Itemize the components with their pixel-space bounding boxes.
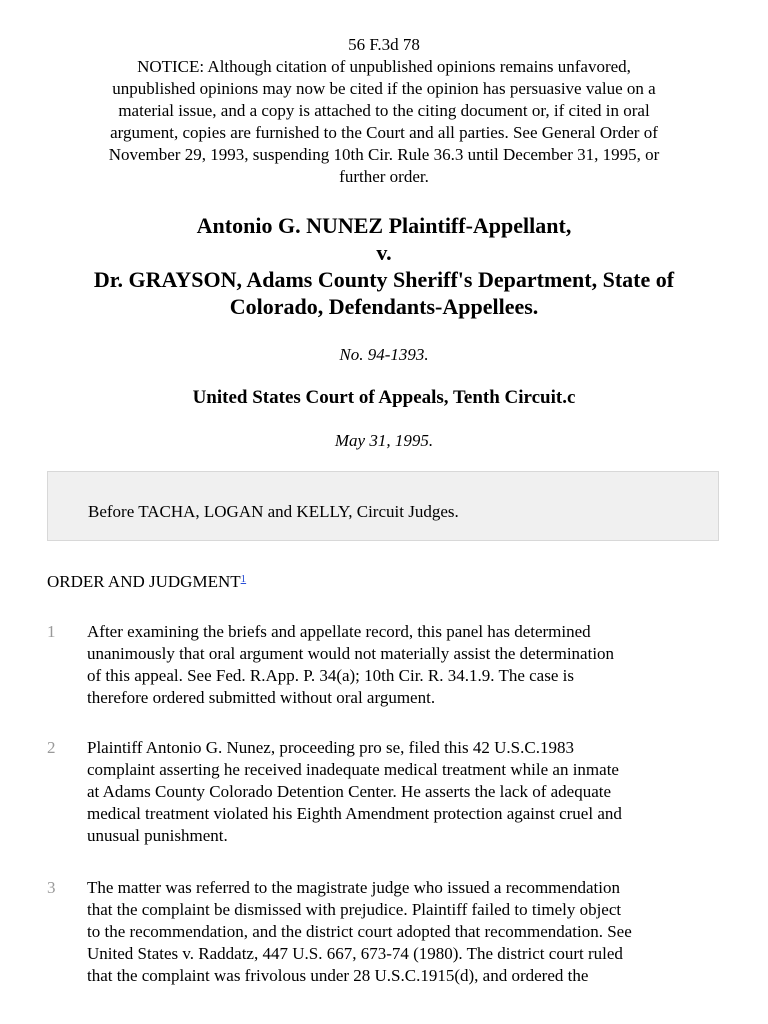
paragraph-line: unusual punishment. (87, 826, 228, 845)
paragraph-line: therefore ordered submitted without oral argument. (87, 688, 436, 707)
notice-line: unpublished opinions may now be cited if the opinion has persuasive value on a (112, 79, 656, 98)
paragraph-text (87, 877, 727, 987)
paragraph-line: that the complaint be dismissed with prejudice. Plaintiff failed to timely object (87, 900, 622, 919)
panel-judges: Before TACHA, LOGAN and KELLY, Circuit Judges. (88, 502, 459, 521)
paragraph-line: unanimously that oral argument would not materially assist the determination (87, 644, 615, 663)
docket-number: No. 94-1393. (339, 345, 429, 364)
notice-line: further order. (339, 167, 429, 186)
paragraph-line: of this appeal. See Fed. R.App. P. 34(a); 10th Cir. R. 34.1.9. The case is (87, 666, 574, 685)
paragraph-line: at Adams County Colorado Detention Center. He asserts the lack of adequate (87, 782, 612, 801)
paragraph-line: that the complaint was frivolous under 28 U.S.C.1915(d), and ordered the (87, 966, 589, 985)
notice-line: material issue, and a copy is attached to the citing document or, if cited in oral (118, 101, 650, 120)
paragraph-number: 2 (47, 738, 56, 757)
paragraph-line: to the recommendation, and the district court adopted that recommendation. See (87, 922, 632, 941)
paragraph-line: United States v. Raddatz, 447 U.S. 667, 673-74 (1980). The district court ruled (87, 944, 623, 963)
case-title-line: Antonio G. NUNEZ Plaintiff-Appellant, (196, 213, 572, 238)
court-name: United States Court of Appeals, Tenth Circuit.c (192, 387, 576, 408)
paragraph-text (87, 621, 727, 709)
case-title-line: v. (376, 240, 392, 265)
paragraph-number: 3 (47, 878, 56, 897)
case-title-line: Dr. GRAYSON, Adams County Sheriff's Department, State of (93, 267, 675, 292)
footnote-link[interactable]: 1 (240, 573, 247, 585)
case-title-line: Colorado, Defendants-Appellees. (229, 294, 539, 319)
paragraph-line: Plaintiff Antonio G. Nunez, proceeding pro se, filed this 42 U.S.C.1983 (87, 738, 574, 757)
paragraph-line: complaint asserting he received inadequate medical treatment while an inmate (87, 760, 619, 779)
order-heading (47, 571, 246, 593)
paragraph-number: 1 (47, 622, 56, 641)
decision-date: May 31, 1995. (334, 431, 434, 450)
notice-line: November 29, 1993, suspending 10th Cir. Rule 36.3 until December 31, 1995, or (108, 145, 660, 164)
citation: 56 F.3d 78 (348, 35, 420, 54)
paragraph-line: After examining the briefs and appellate record, this panel has determined (87, 622, 591, 641)
paragraph-line: medical treatment violated his Eighth Amendment protection against cruel and (87, 804, 622, 823)
document-header (40, 34, 728, 188)
notice-line: argument, copies are furnished to the Court and all parties. See General Order of (110, 123, 658, 142)
notice-line: NOTICE: Although citation of unpublished opinions remains unfavored, (137, 57, 631, 76)
order-heading-text: ORDER AND JUDGMENT (47, 572, 241, 591)
case-title (30, 212, 738, 320)
panel-box (47, 471, 719, 541)
paragraph-line: The matter was referred to the magistrate judge who issued a recommendation (87, 878, 620, 897)
paragraph-text (87, 737, 727, 847)
